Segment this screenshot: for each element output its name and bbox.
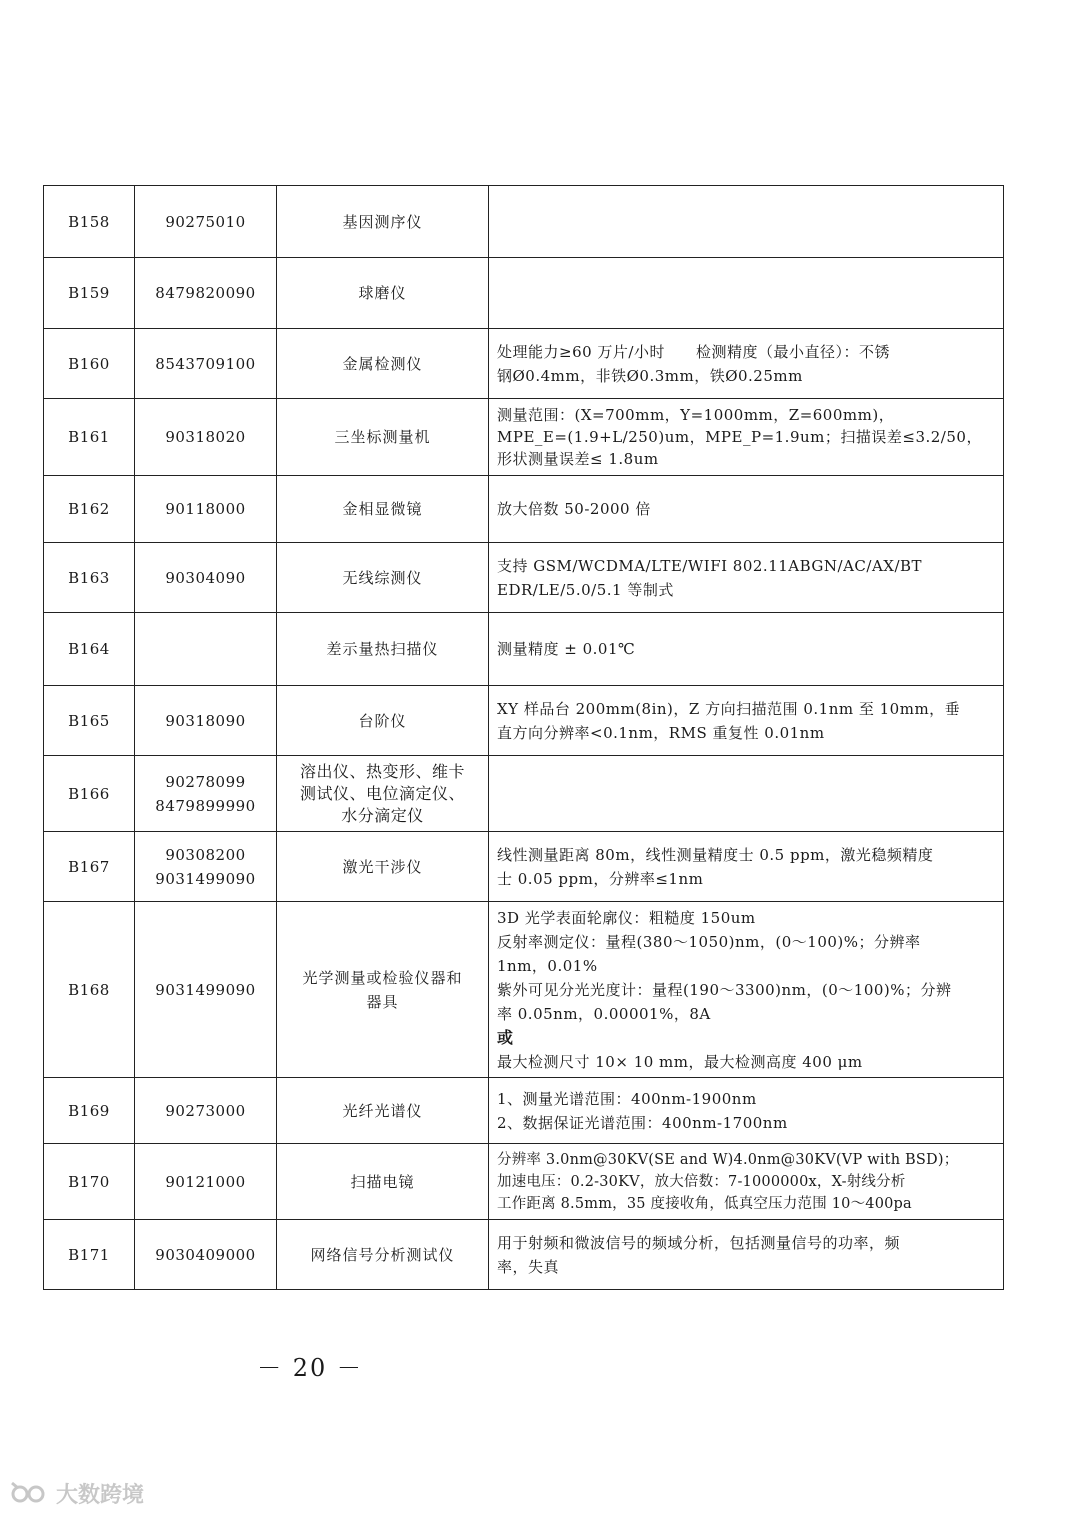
- hs-code: 90318020: [135, 399, 277, 476]
- item-description: 支持 GSM/WCDMA/LTE/WIFI 802.11ABGN/AC/AX/BT EDR/LE/5.0/5.1 等制式: [489, 543, 1004, 613]
- table-row: [44, 186, 1004, 258]
- table-row: [44, 1078, 1004, 1144]
- item-name: 基因测序仪: [277, 186, 489, 258]
- item-name: 无线综测仪: [277, 543, 489, 613]
- hs-code: 90118000: [135, 476, 277, 543]
- item-id: B161: [44, 399, 135, 476]
- table-row: [44, 613, 1004, 686]
- item-id: B159: [44, 258, 135, 329]
- item-name: 网络信号分析测试仪: [277, 1220, 489, 1290]
- item-description: [489, 756, 1004, 832]
- hs-code: 8479820090: [135, 258, 277, 329]
- table-row: [44, 329, 1004, 399]
- item-id: B167: [44, 832, 135, 902]
- item-description: 用于射频和微波信号的频域分析，包括测量信号的功率，频 率，失真: [489, 1220, 1004, 1290]
- hs-code: [135, 613, 277, 686]
- item-id: B164: [44, 613, 135, 686]
- item-description: 分辨率 3.0nm@30KV(SE and W)4.0nm@30KV(VP with BSD)； 加速电压：0.2-30KV，放大倍数：7-1000000x，X-射线分析 工作距离 8.5mm，35 度接收角，低真空压力范围 10～400pa: [489, 1144, 1004, 1220]
- item-description: [489, 258, 1004, 329]
- item-id: B169: [44, 1078, 135, 1144]
- table-row: [44, 756, 1004, 832]
- hs-code: 9031499090: [135, 902, 277, 1078]
- hs-code: 90278099 8479899990: [135, 756, 277, 832]
- table-row: [44, 476, 1004, 543]
- table-row: [44, 1220, 1004, 1290]
- item-id: B165: [44, 686, 135, 756]
- table-row: [44, 1144, 1004, 1220]
- item-id: B163: [44, 543, 135, 613]
- hs-code: 8543709100: [135, 329, 277, 399]
- watermark: [10, 1478, 144, 1509]
- item-description: 处理能力≥60 万片/小时 检测精度（最小直径）：不锈 钢Ø0.4mm，非铁Ø0.3mm，铁Ø0.25mm: [489, 329, 1004, 399]
- item-id: B158: [44, 186, 135, 258]
- table-row: [44, 258, 1004, 329]
- hs-code: 90304090: [135, 543, 277, 613]
- table-row: [44, 399, 1004, 476]
- item-name: 扫描电镜: [277, 1144, 489, 1220]
- item-name: 差示量热扫描仪: [277, 613, 489, 686]
- hs-code: 90121000: [135, 1144, 277, 1220]
- item-name: 光纤光谱仪: [277, 1078, 489, 1144]
- item-name: 溶出仪、热变形、维卡 测试仪、电位滴定仪、 水分滴定仪: [277, 756, 489, 832]
- item-description: [489, 186, 1004, 258]
- equipment-table: [43, 185, 1004, 1290]
- item-description: 测量精度 ± 0.01℃: [489, 613, 1004, 686]
- item-description: 测量范围：(X=700mm，Y=1000mm，Z=600mm)， MPE_E=(1.9+L/250)um，MPE_P=1.9um；扫描误差≤3.2/50， 形状测量误差≤ 1.8um: [489, 399, 1004, 476]
- table-row: [44, 543, 1004, 613]
- item-description: 1、测量光谱范围：400nm-1900nm 2、数据保证光谱范围：400nm-1700nm: [489, 1078, 1004, 1144]
- item-id: B166: [44, 756, 135, 832]
- item-id: B160: [44, 329, 135, 399]
- alternative-marker: 或: [497, 1027, 514, 1047]
- hs-code: 9030409000: [135, 1220, 277, 1290]
- item-name: 金属检测仪: [277, 329, 489, 399]
- item-name: 三坐标测量机: [277, 399, 489, 476]
- item-id: B168: [44, 902, 135, 1078]
- watermark-logo-icon: [10, 1479, 50, 1509]
- hs-code: 90308200 9031499090: [135, 832, 277, 902]
- item-description: 线性测量距离 80m，线性测量精度士 0.5 ppm，激光稳频精度 士 0.05 ppm，分辨率≤1nm: [489, 832, 1004, 902]
- item-description: XY 样品台 200mm(8in)，Z 方向扫描范围 0.1nm 至 10mm，垂 直方向分辨率<0.1nm，RMS 重复性 0.01nm: [489, 686, 1004, 756]
- page-number: － 20 －: [257, 1354, 363, 1382]
- item-id: B170: [44, 1144, 135, 1220]
- table-row: [44, 686, 1004, 756]
- item-name: 金相显微镜: [277, 476, 489, 543]
- item-description: 3D 光学表面轮廓仪：粗糙度 150um 反射率测定仪：量程(380～1050)nm，(0～100)%；分辨率 1nm，0.01% 紫外可见分光光度计：量程(190～3300)nm，(0～100)%；分辨 率 0.05nm，0.00001%，8A 或 最大检测尺寸 10× 10 mm，最大检测高度 400 μm: [489, 902, 1004, 1078]
- item-id: B162: [44, 476, 135, 543]
- item-name: 激光干涉仪: [277, 832, 489, 902]
- item-name: 球磨仪: [277, 258, 489, 329]
- hs-code: 90275010: [135, 186, 277, 258]
- table-row: [44, 902, 1004, 1078]
- hs-code: 90318090: [135, 686, 277, 756]
- watermark-text: 大数跨境: [56, 1483, 145, 1508]
- table-row: [44, 832, 1004, 902]
- hs-code: 90273000: [135, 1078, 277, 1144]
- item-description: 放大倍数 50-2000 倍: [489, 476, 1004, 543]
- item-name: 台阶仪: [277, 686, 489, 756]
- item-id: B171: [44, 1220, 135, 1290]
- item-name: 光学测量或检验仪器和 器具: [277, 902, 489, 1078]
